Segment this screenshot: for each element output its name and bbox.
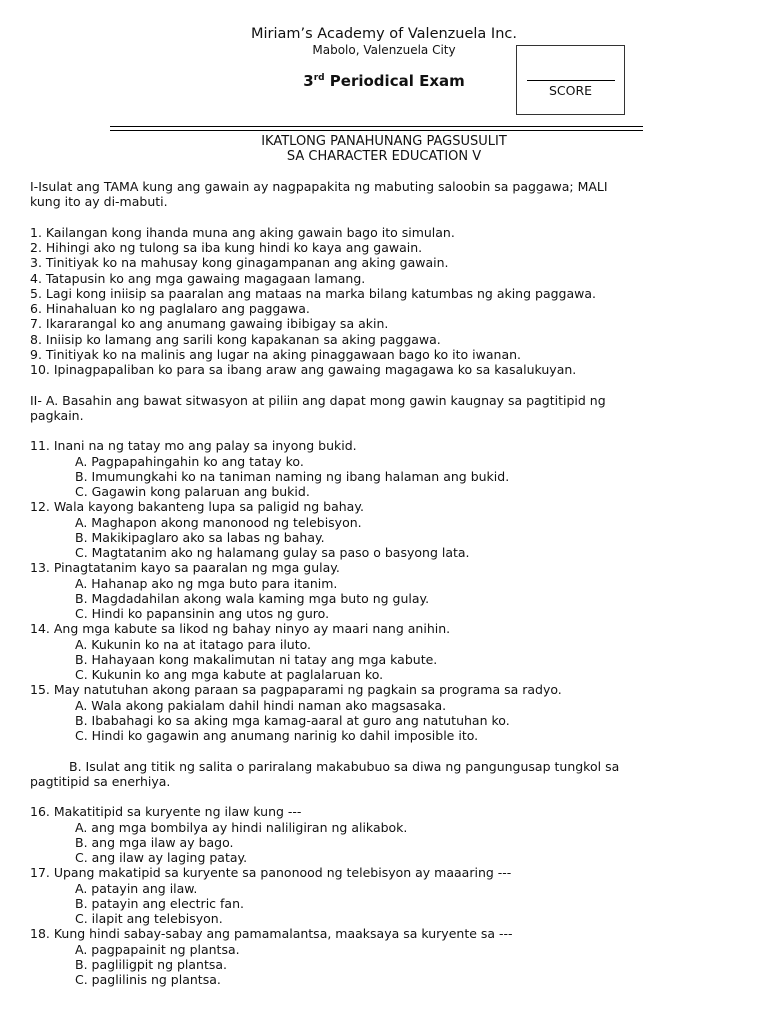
text-line: 7. Ikararangal ko ang anumang gawaing ibibigay sa akin. [30,316,389,332]
school-address: Mabolo, Valenzuela City [312,43,456,57]
answer-option: B. pagliligpit ng plantsa. [75,956,228,972]
blank-line [30,423,750,438]
text-line: kung ito ay di-mabuti. [30,194,168,210]
exam-heading-line1: IKATLONG PANAHUNANG PAGSUSULIT [261,134,507,149]
text-line: B. Isulat ang titik ng salita o pariralang makabubuo sa diwa ng pangungusap tungkol sa [69,758,620,774]
answer-option: B. Magdadahilan akong wala kaming mga buto ng gulay. [75,590,430,606]
school-name: Miriam’s Academy of Valenzuela Inc. [251,26,517,42]
answer-option: A. Hahanap ako ng mga buto para itanim. [75,575,338,591]
text-line: 16. Makatitipid sa kuryente ng ilaw kung --- [30,804,302,820]
blank-line [30,210,750,225]
text-line: 10. Ipinagpapaliban ko para sa ibang araw ang gawaing magagawa ko sa kasalukuyan. [30,362,577,377]
text-line: 3. Tinitiyak ko na mahusay kong ginagampanan ang aking gawain. [30,255,449,271]
answer-option: A. patayin ang ilaw. [75,880,198,896]
exam-heading-line2: SA CHARACTER EDUCATION V [286,149,482,164]
answer-option: A. Wala akong pakialam dahil hindi naman ako magsasaka. [75,697,447,713]
answer-option: C. Magtatanim ako ng halamang gulay sa paso o basyong lata. [75,545,470,560]
answer-option: B. Imumungkahi ko na taniman naming ng ibang halaman ang bukid. [75,468,510,484]
text-line: II- A. Basahin ang bawat sitwasyon at piliin ang dapat mong gawin kaugnay sa pagtitipid ng [30,392,606,408]
header-divider-bottom [110,130,643,131]
text-line: 2. Hihingi ako ng tulong sa iba kung hindi ko kaya ang gawain. [30,240,423,255]
answer-option: B. Ibabahagi ko sa aking mga kamag-aaral at guro ang natutuhan ko. [75,712,510,728]
answer-option: B. Hahayaan kong makalimutan ni tatay ang mga kabute. [75,651,438,667]
answer-option: B. Makikipaglaro ako sa labas ng bahay. [75,529,325,545]
exam-body [30,179,750,987]
text-line: 17. Upang makatipid sa kuryente sa panonood ng telebisyon ay maaaring --- [30,865,512,881]
text-line: 5. Lagi kong iniisip sa paaralan ang mataas na marka bilang katumbas ng aking paggawa. [30,285,596,301]
exam-title-number: 3 [303,72,314,90]
exam-title-ordinal: rd [313,73,325,83]
answer-option: A. Pagpapahingahin ko ang tatay ko. [75,453,304,469]
text-line: 12. Wala kayong bakanteng lupa sa paligid ng bahay. [30,499,364,515]
answer-option: B. ang mga ilaw ay bago. [75,834,234,850]
exam-title-text: Periodical Exam [324,72,465,90]
text-line: 18. Kung hindi sabay-sabay ang pamamalantsa, maaksaya sa kuryente sa --- [30,926,513,942]
answer-option: C. ilapit ang telebisyon. [75,911,223,926]
text-line: 6. Hinahaluan ko ng paglalaro ang paggawa. [30,301,310,316]
answer-option: C. Gagawin kong palaruan ang bukid. [75,484,310,499]
text-line: 13. Pinagtatanim kayo sa paaralan ng mga gulay. [30,560,340,576]
text-line: I-Isulat ang TAMA kung ang gawain ay nagpapakita ng mabuting saloobin sa paggawa; MALI [30,179,608,194]
text-line: 8. Iniisip ko lamang ang sarili kong kapakanan sa aking paggawa. [30,331,441,347]
answer-option: A. Kukunin ko na at itatago para iluto. [75,636,312,652]
score-label: SCORE [548,83,593,98]
answer-option: C. paglilinis ng plantsa. [75,972,221,987]
text-line: 4. Tatapusin ko ang mga gawaing magagaan lamang. [30,270,366,286]
header-divider-top [110,126,643,127]
blank-line [30,789,750,804]
answer-option: C. Kukunin ko ang mga kabute at paglalaruan ko. [75,667,384,682]
text-line: 9. Tinitiyak ko na malinis ang lugar na aking pinaggawaan bago ko ito iwanan. [30,346,521,362]
score-box[interactable] [516,45,625,115]
blank-line [30,377,750,392]
text-line: 11. Inani na ng tatay mo ang palay sa inyong bukid. [30,438,357,454]
answer-option: A. pagpapainit ng plantsa. [75,941,240,957]
exam-title [210,72,558,90]
answer-option: C. Hindi ko gagawin ang anumang narinig ko dahil imposible ito. [75,728,479,743]
text-line: 14. Ang mga kabute sa likod ng bahay ninyo ay maari nang anihin. [30,621,451,637]
text-line: 15. May natutuhan akong paraan sa pagpaparami ng pagkain sa programa sa radyo. [30,682,562,698]
text-line: pagtitipid sa enerhiya. [30,773,171,789]
answer-option: C. Hindi ko papansinin ang utos ng guro. [75,606,330,621]
blank-line [30,743,750,758]
answer-option: A. Maghapon akong manonood ng telebisyon. [75,514,362,530]
text-line: pagkain. [30,407,84,423]
answer-option: B. patayin ang electric fan. [75,895,244,911]
text-line: 1. Kailangan kong ihanda muna ang aking gawain bago ito simulan. [30,224,455,240]
score-line [527,80,615,81]
answer-option: C. ang ilaw ay laging patay. [75,850,248,865]
answer-option: A. ang mga bombilya ay hindi naliligiran ng alikabok. [75,819,408,835]
